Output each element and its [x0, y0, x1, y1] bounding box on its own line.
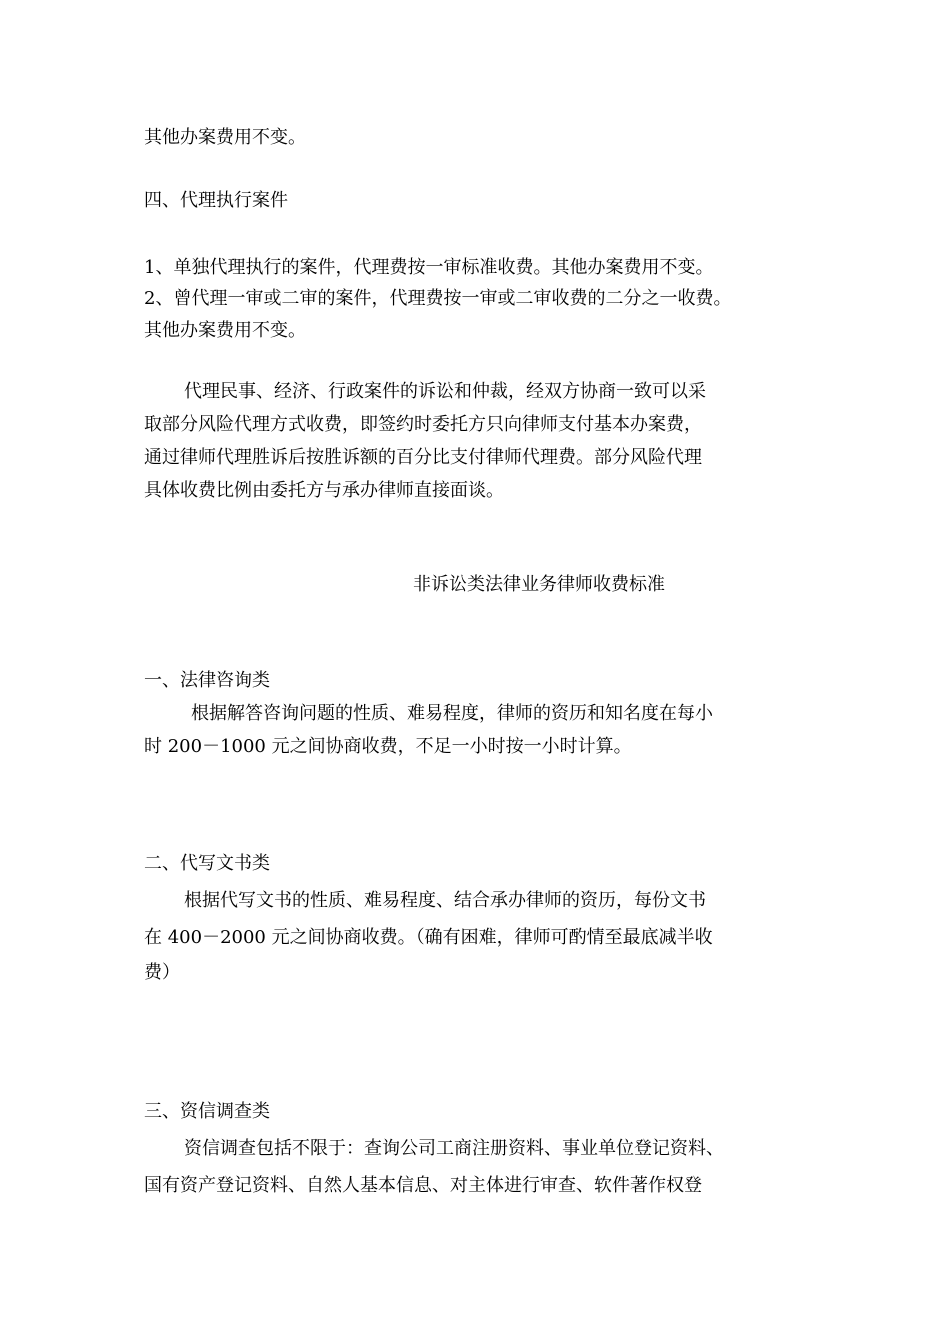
- text-line: 具体收费比例由委托方与承办律师直接面谈。: [144, 480, 504, 501]
- section-heading: 三、资信调查类: [144, 1101, 270, 1122]
- text-line: 2、曾代理一审或二审的案件，代理费按一审或二审收费的二分之一收费。: [144, 288, 732, 309]
- text-line: 通过律师代理胜诉后按胜诉额的百分比支付律师代理费。部分风险代理: [144, 447, 702, 468]
- text-line: 在 400－2000 元之间协商收费。（确有困难，律师可酌情至最底减半收: [144, 927, 713, 948]
- text-line: 资信调查包括不限于：查询公司工商注册资料、事业单位登记资料、: [184, 1138, 724, 1159]
- section-heading: 一、法律咨询类: [144, 670, 270, 691]
- text-line: 1、单独代理执行的案件，代理费按一审标准收费。其他办案费用不变。: [144, 257, 714, 278]
- section-heading: 二、代写文书类: [144, 853, 270, 874]
- section-heading: 四、代理执行案件: [144, 190, 288, 211]
- text-line: 取部分风险代理方式收费，即签约时委托方只向律师支付基本办案费，: [144, 414, 702, 435]
- text-line: 其他办案费用不变。: [144, 320, 306, 341]
- text-line: 根据代写文书的性质、难易程度、结合承办律师的资历，每份文书: [184, 890, 706, 911]
- text-line: 国有资产登记资料、自然人基本信息、对主体进行审查、软件著作权登: [144, 1175, 702, 1196]
- text-line: 其他办案费用不变。: [144, 127, 306, 148]
- text-line: 根据解答咨询问题的性质、难易程度，律师的资历和知名度在每小: [191, 703, 713, 724]
- text-line: 代理民事、经济、行政案件的诉讼和仲裁，经双方协商一致可以采: [184, 381, 706, 402]
- section-title: 非诉讼类法律业务律师收费标准: [413, 574, 665, 595]
- text-line: 时 200－1000 元之间协商收费，不足一小时按一小时计算。: [144, 736, 632, 757]
- text-line: 费）: [144, 962, 180, 983]
